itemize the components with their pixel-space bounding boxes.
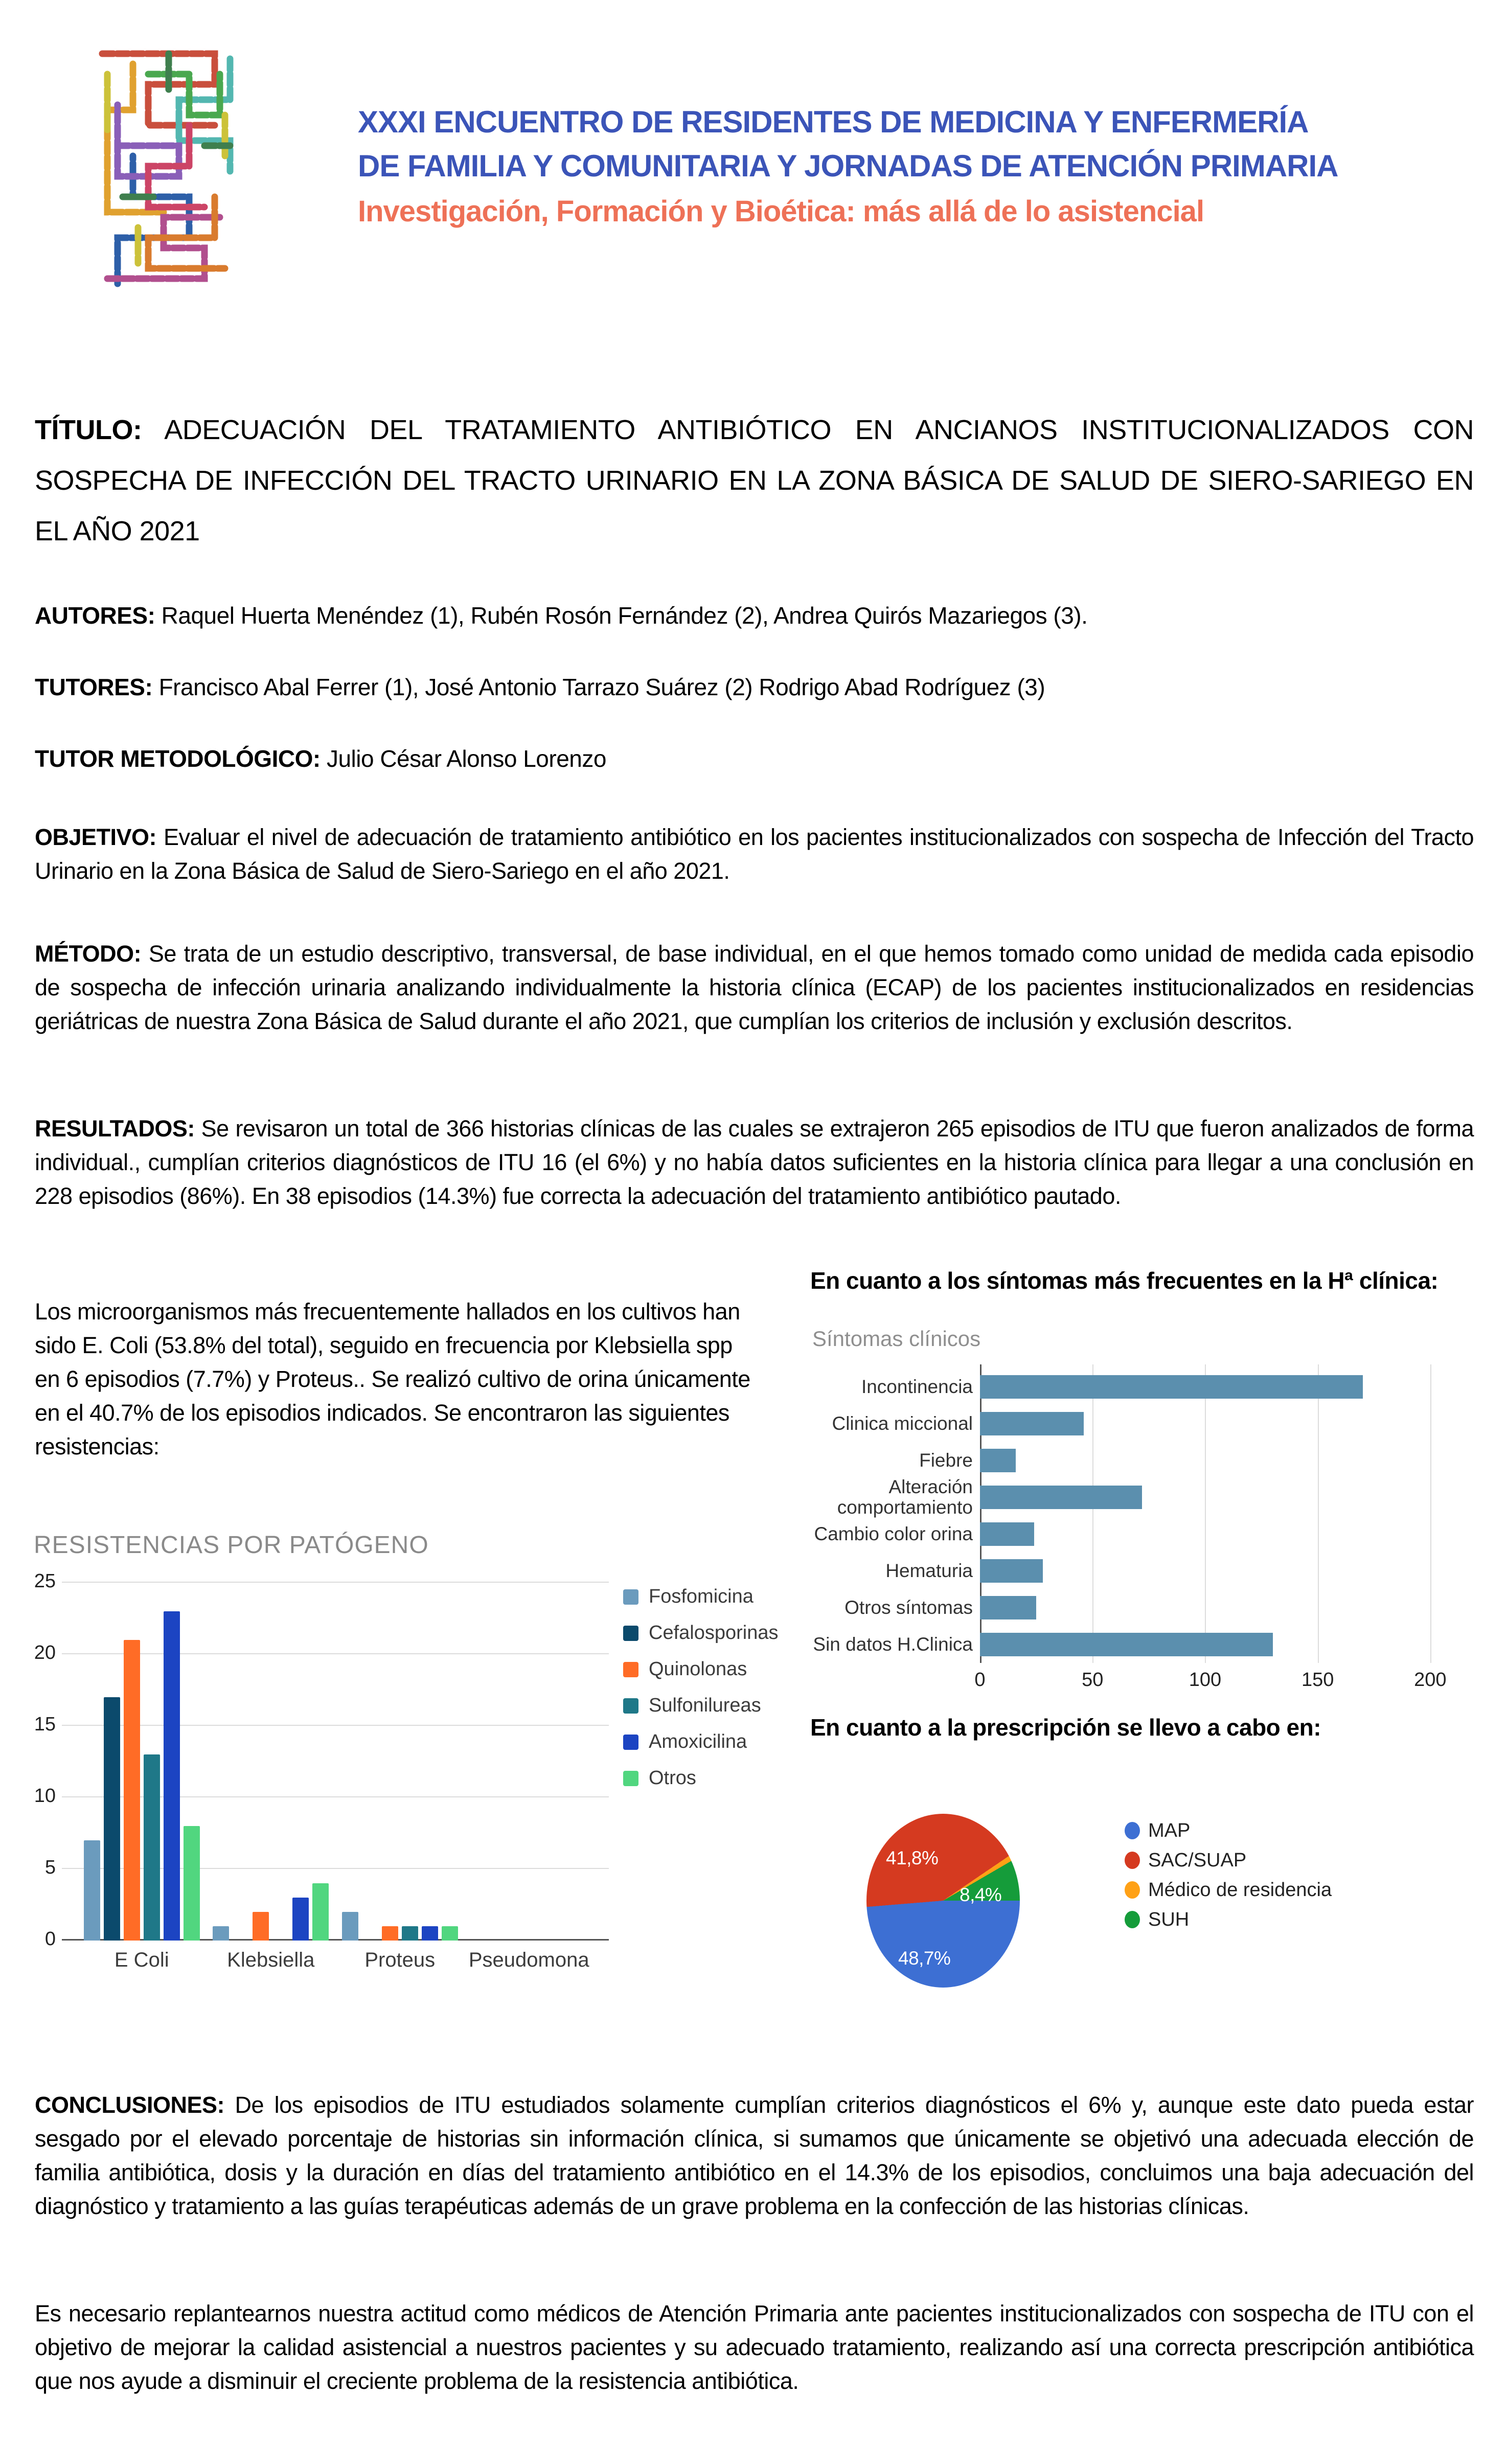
- bar-row: [810, 1516, 1498, 1553]
- resistances-chart: [34, 1531, 811, 1972]
- bar-track: [980, 1449, 1498, 1472]
- bar: [292, 1898, 309, 1941]
- authors-label: AUTORES:: [35, 602, 155, 629]
- legend-item: [1125, 1816, 1332, 1845]
- bar-track: [980, 1412, 1498, 1435]
- legend-label: Otros: [649, 1767, 696, 1789]
- resistances-chart-title: RESISTENCIAS POR PATÓGENO: [34, 1532, 429, 1559]
- results-text: Se revisaron un total de 366 historias clínicas de las cuales se extrajeron 265 episodios de ITU que fueron analizados de forma individual., cumplían criterios diagnósticos de ITU 16 (el 6%) y no había datos suficientes en la historia clínica para llegar a una conclusión en 228 episodios (86%). En 38 episodios (14.3%) fue correcta la adecuación del tratamiento antibiótico pautado.: [35, 1115, 1474, 1209]
- bar: [442, 1926, 458, 1941]
- bar: [402, 1926, 418, 1941]
- tutors-text: Francisco Abal Ferrer (1), José Antonio Tarrazo Suárez (2) Rodrigo Abad Rodríguez (3): [158, 674, 1045, 700]
- bar: [980, 1412, 1084, 1435]
- resistances-bar-groups: [62, 1583, 609, 1941]
- legend-label: Sulfonilureas: [649, 1695, 761, 1716]
- bar: [164, 1611, 180, 1941]
- conclusions-text: De los episodios de ITU estudiados solamente cumplían criterios diagnósticos el 6% y, aunque este dato pueda estar sesgado por el elevado porcentaje de historias sin información clínica, si sumamos que únicamente se objetivó una adecuada elección de familia antibiótica, dosis y la duración en días del tratamiento antibiótico en el 14.3% de los episodios, concluimos una baja adecuación del diagnóstico y tratamiento a las guías terapéuticas además de un grave problema en la confección de las historias clínicas.: [35, 2092, 1474, 2219]
- bar-row: [810, 1476, 1498, 1518]
- bar-group: [335, 1583, 465, 1941]
- bar: [124, 1640, 140, 1941]
- tutors-line: [35, 672, 1474, 702]
- pie-legend: [1125, 1816, 1332, 1934]
- method-text: Se trata de un estudio descriptivo, transversal, de base individual, en el que hemos tomado como unidad de medida cada episodio de sospecha de infección urinaria analizando individualmente la historia clínica (ECAP) de los pacientes institucionalizados en residencias geriátricas de nuestra Zona Básica de Salud durante el año 2021, que cumplían los criterios de inclusión y exclusión descritos.: [35, 941, 1474, 1034]
- bar-row: [810, 1553, 1498, 1589]
- pie: [866, 1814, 1020, 1988]
- method-label: MÉTODO:: [35, 941, 142, 967]
- bar: [422, 1926, 438, 1941]
- maze-logo-icon: [87, 43, 337, 289]
- bar: [312, 1883, 329, 1941]
- bar: [342, 1912, 358, 1941]
- x-tick-label: 200: [1414, 1669, 1447, 1691]
- category-label: Sin datos H.Clinica: [813, 1634, 973, 1655]
- bar-track: [980, 1596, 1498, 1619]
- resistances-y-axis: [34, 1570, 62, 1950]
- x-tick-label: 150: [1301, 1669, 1334, 1691]
- authors-line: [35, 600, 1474, 631]
- axis-spacer: [34, 1949, 62, 1972]
- conclusions-label: CONCLUSIONES:: [35, 2092, 225, 2118]
- category-label: Pseudomona: [468, 1949, 589, 1971]
- legend-swatch: [1125, 1911, 1140, 1928]
- pie-slice-label: 41,8%: [886, 1847, 939, 1868]
- legend-item: [623, 1767, 778, 1789]
- microorganisms-paragraph: Los microorganismos más frecuentemente hallados en los cultivos han sido E. Coli (53.8% del total), seguido en frecuencia por Klebsiella spp en 6 episodios (7.7%) y Proteus.. Se realizó cultivo de orina únicamente en el 40.7% de los episodios indicados. Se encontraron las siguientes resistencias:: [35, 1298, 750, 1459]
- legend-label: Cefalosporinas: [649, 1622, 779, 1644]
- legend-swatch: [1125, 1852, 1140, 1869]
- category-label: Alteración comportamiento: [837, 1476, 973, 1518]
- symptoms-chart: [810, 1327, 1498, 1695]
- y-tick-label: 15: [34, 1714, 56, 1735]
- method-paragraph: [35, 937, 1474, 1038]
- tutors-label: TUTORES:: [35, 674, 153, 700]
- symptoms-heading: En cuanto a los síntomas más frecuentes en la Hª clínica:: [810, 1267, 1438, 1294]
- title-label: TÍTULO:: [35, 415, 142, 445]
- category-label: Otros síntomas: [844, 1597, 973, 1618]
- bar-track: [980, 1522, 1498, 1546]
- resistances-legend: [623, 1583, 778, 1804]
- bar: [144, 1754, 160, 1941]
- objective-paragraph: [35, 820, 1474, 888]
- symptoms-chart-title: Síntomas clínicos: [812, 1327, 981, 1351]
- closing-paragraph: Es necesario replantearnos nuestra actitud como médicos de Atención Primaria ante pacientes institucionalizados con sospecha de ITU con el objetivo de mejorar la calidad asistencial a nuestros pacientes y su adecuado tratamiento, realizando así una correcta prescripción antibiótica que nos ayude a disminuir el creciente problema de la resistencia antibiótica.: [35, 2300, 1474, 2394]
- bar: [213, 1926, 229, 1941]
- results-paragraph: [35, 1112, 1474, 1213]
- legend-label: Fosfomicina: [649, 1586, 754, 1607]
- bar: [980, 1375, 1363, 1399]
- legend-swatch: [623, 1698, 638, 1714]
- resistances-x-axis: [62, 1949, 609, 1972]
- legend-item: [623, 1731, 778, 1753]
- category-label: Fiebre: [919, 1450, 973, 1471]
- category-label: Clinica miccional: [832, 1413, 973, 1434]
- bar: [980, 1559, 1043, 1583]
- bar: [382, 1926, 398, 1941]
- bar: [980, 1449, 1016, 1472]
- y-tick-label: 25: [34, 1570, 56, 1592]
- bar-group: [207, 1583, 336, 1941]
- header-line-2: DE FAMILIA Y COMUNITARIA Y JORNADAS DE ATENCIÓN PRIMARIA: [358, 149, 1338, 183]
- prescription-heading: En cuanto a la prescripción se llevo a cabo en:: [810, 1714, 1321, 1741]
- results-label: RESULTADOS:: [35, 1115, 195, 1142]
- bar-row: [810, 1442, 1498, 1479]
- bar-group: [465, 1583, 594, 1941]
- pie-slice-label: 48,7%: [898, 1948, 951, 1969]
- resistances-plot: [62, 1583, 609, 1941]
- bar-row: [810, 1626, 1498, 1663]
- methodological-tutor-text: Julio César Alonso Lorenzo: [326, 745, 606, 772]
- header-tagline: Investigación, Formación y Bioética: más allá de lo asistencial: [358, 195, 1204, 228]
- y-tick-label: 10: [34, 1785, 56, 1807]
- legend-swatch: [1125, 1881, 1140, 1899]
- bar: [980, 1522, 1034, 1546]
- legend-label: Médico de residencia: [1148, 1879, 1332, 1901]
- legend-item: [1125, 1845, 1332, 1875]
- y-tick-label: 5: [44, 1857, 56, 1878]
- legend-item: [1125, 1875, 1332, 1905]
- bar-track: [980, 1486, 1498, 1509]
- legend-item: [623, 1695, 778, 1717]
- bar-track: [980, 1559, 1498, 1583]
- bar-row: [810, 1368, 1498, 1405]
- category-label: E Coli: [114, 1949, 169, 1971]
- category-label: Cambio color orina: [814, 1523, 973, 1544]
- authors-text: Raquel Huerta Menéndez (1), Rubén Rosón Fernández (2), Andrea Quirós Mazariegos (3).: [161, 602, 1088, 629]
- bar: [84, 1840, 100, 1941]
- legend-swatch: [623, 1626, 638, 1641]
- bar-track: [980, 1633, 1498, 1656]
- objective-label: OBJETIVO:: [35, 824, 157, 850]
- legend-item: [623, 1622, 778, 1644]
- legend-swatch: [623, 1771, 638, 1786]
- category-label: Klebsiella: [227, 1949, 315, 1971]
- symptoms-chart-plot: [810, 1368, 1498, 1663]
- event-logo: [87, 43, 337, 289]
- methodological-tutor-line: [35, 743, 1474, 774]
- poster-title: [35, 405, 1474, 557]
- legend-label: SAC/SUAP: [1148, 1849, 1247, 1871]
- bar: [184, 1826, 200, 1941]
- category-label: Proteus: [364, 1949, 436, 1971]
- bar-row: [810, 1405, 1498, 1442]
- legend-item: [1125, 1905, 1332, 1934]
- bar: [980, 1633, 1273, 1656]
- pie-slice-label: 8,4%: [960, 1884, 1002, 1905]
- category-label: Hematuria: [885, 1560, 973, 1581]
- x-tick-label: 50: [1082, 1669, 1104, 1691]
- bar: [980, 1596, 1036, 1619]
- bar: [104, 1697, 120, 1941]
- legend-swatch: [623, 1735, 638, 1750]
- legend-label: MAP: [1148, 1819, 1191, 1841]
- header: [358, 100, 1498, 235]
- legend-item: [623, 1586, 778, 1608]
- bar: [253, 1912, 269, 1941]
- methodological-tutor-label: TUTOR METODOLÓGICO:: [35, 745, 321, 772]
- y-tick-label: 0: [44, 1928, 56, 1950]
- bar: [980, 1486, 1142, 1509]
- category-label: Incontinencia: [861, 1376, 973, 1397]
- x-tick-label: 100: [1189, 1669, 1222, 1691]
- bar-track: [980, 1375, 1498, 1399]
- legend-label: Quinolonas: [649, 1658, 747, 1680]
- conclusions-paragraph: [35, 2088, 1474, 2223]
- title-text: ADECUACIÓN DEL TRATAMIENTO ANTIBIÓTICO EN ANCIANOS INSTITUCIONALIZADOS CON SOSPECHA DE INFECCIÓN DEL TRACTO URINARIO EN LA ZONA BÁSICA DE SALUD DE SIERO-SARIEGO EN EL AÑO 2021: [35, 415, 1474, 546]
- legend-label: Amoxicilina: [649, 1731, 747, 1752]
- y-tick-label: 20: [34, 1642, 56, 1663]
- objective-text: Evaluar el nivel de adecuación de tratamiento antibiótico en los pacientes institucionalizados con sospecha de Infección del Tracto Urinario en la Zona Básica de Salud de Siero-Sariego en el año 2021.: [35, 824, 1474, 884]
- legend-item: [623, 1658, 778, 1680]
- prescription-chart: [838, 1810, 1498, 2004]
- legend-swatch: [1125, 1822, 1140, 1839]
- legend-swatch: [623, 1662, 638, 1677]
- legend-swatch: [623, 1589, 638, 1605]
- legend-label: SUH: [1148, 1908, 1190, 1930]
- symptoms-chart-x-axis: [810, 1669, 1498, 1695]
- header-line-1: XXXI ENCUENTRO DE RESIDENTES DE MEDICINA Y ENFERMERÍA: [358, 105, 1309, 139]
- bar-row: [810, 1589, 1498, 1626]
- x-tick-label: 0: [974, 1669, 986, 1691]
- resistances-chart-plot-area: [34, 1570, 609, 1972]
- bar-group: [77, 1583, 207, 1941]
